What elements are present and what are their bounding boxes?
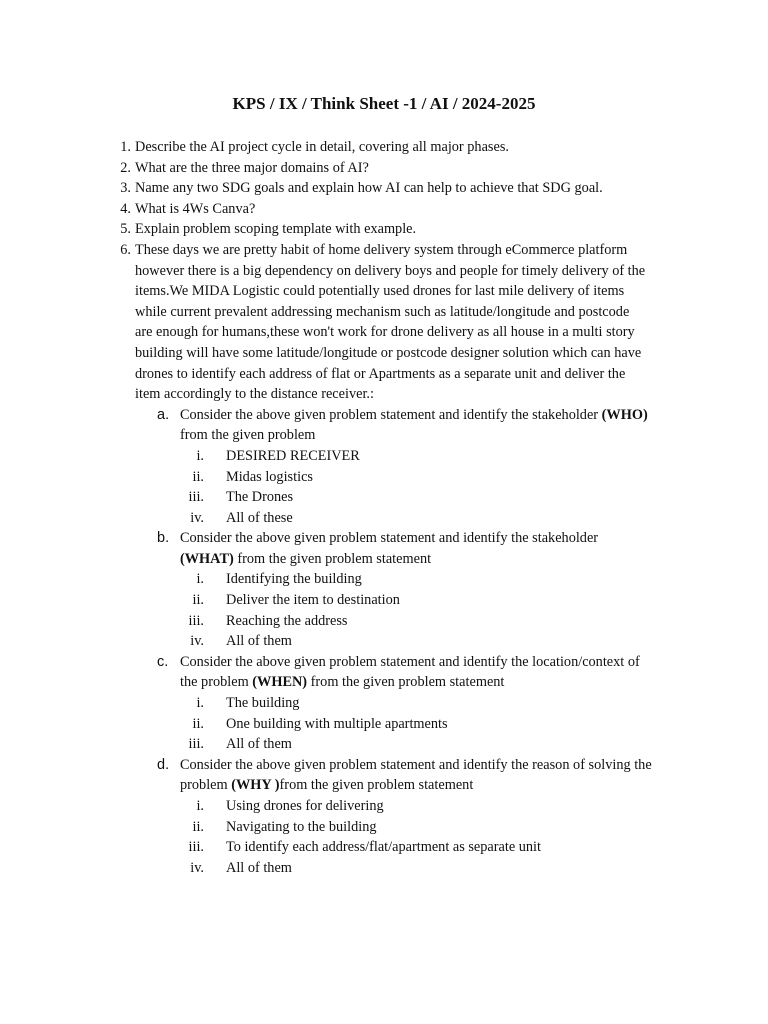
option-item: ii. Deliver the item to destination	[192, 592, 400, 609]
subquestion-text: from the given problem statement	[310, 674, 505, 691]
question-item	[0, 199, 680, 220]
question-item	[0, 219, 680, 240]
question-text-line: These days we are pretty habit of home delivery system through eCommerce platform	[135, 241, 628, 258]
subquestion-text: Consider the above given problem statement and identify the reason of solving the	[180, 756, 652, 773]
option-item: iv. All of them	[190, 859, 292, 876]
subquestion-c	[0, 652, 680, 693]
question-item	[0, 158, 680, 179]
question-text: What are the three major domains of AI?	[135, 159, 369, 176]
keyword-why: (WHY )	[231, 777, 280, 794]
question-text: Explain problem scoping template with example.	[135, 221, 417, 238]
page-title: KPS / IX / Think Sheet -1 / AI / 2024-2025	[232, 94, 536, 113]
subquestion-a	[0, 405, 680, 446]
option-item: i. DESIRED RECEIVER	[196, 447, 360, 464]
question-item	[0, 240, 680, 405]
question-text: Name any two SDG goals and explain how AI can help to achieve that SDG goal.	[135, 180, 603, 197]
question-text: What is 4Ws Canva?	[135, 200, 256, 217]
question-text-line: drones to identify each address of flat or Apartments as a separate unit and deliver the	[135, 365, 626, 382]
subquestion-text: the problem	[180, 674, 249, 691]
question-text: Describe the AI project cycle in detail, covering all major phases.	[135, 139, 509, 155]
option-item: iii. All of them	[188, 736, 292, 753]
option-item: ii. One building with multiple apartments	[192, 715, 448, 732]
option-item: ii. Navigating to the building	[192, 818, 377, 835]
question-number: 3.	[120, 180, 131, 197]
subquestion-marker: c.	[157, 653, 169, 670]
question-number: 4.	[120, 200, 131, 217]
option-item: i. The building	[196, 695, 300, 712]
option-item: iv. All of these	[190, 509, 293, 526]
subquestion-text: Consider the above given problem statement and identify the stakeholder	[180, 530, 599, 547]
question-number: 5.	[120, 221, 131, 238]
question-text-line: while current prevalent addressing mechanism such as latitude/longitude and postcode	[135, 303, 630, 320]
question-number: 1.	[120, 139, 131, 155]
subquestion-b	[0, 528, 680, 569]
option-item: i. Identifying the building	[196, 571, 362, 588]
subquestion-text: problem	[180, 777, 228, 794]
question-text-line: item accordingly to the distance receiver.:	[135, 386, 374, 403]
keyword-who: (WHO)	[601, 406, 648, 423]
question-number: 2.	[120, 159, 131, 176]
keyword-when: (WHEN)	[252, 674, 308, 691]
subquestion-marker: d.	[157, 756, 170, 773]
question-list	[0, 137, 768, 878]
option-item: iv. All of them	[190, 633, 292, 650]
question-item	[0, 137, 680, 158]
option-item: iii. Reaching the address	[188, 612, 348, 629]
subquestion-text: from the given problem statement	[279, 777, 474, 794]
subquestion-d	[0, 755, 680, 796]
question-number: 6.	[120, 241, 131, 258]
question-text-line: are enough for humans,these won't work for drone delivery as all house in a multi story	[135, 324, 635, 341]
question-text-line: items.We MIDA Logistic could potentially used drones for last mile delivery of items	[135, 283, 625, 300]
option-item: i. Using drones for delivering	[196, 798, 384, 814]
subquestion-marker: b.	[157, 530, 170, 547]
option-item: iii. To identify each address/flat/apartment as separate unit	[188, 839, 541, 856]
question-item	[0, 178, 680, 199]
keyword-what: (WHAT)	[180, 550, 234, 567]
subquestion-text: Consider the above given problem statement and identify the stakeholder	[180, 406, 599, 423]
option-item: iii. The Drones	[188, 489, 294, 506]
subquestion-marker: a.	[157, 406, 170, 423]
subquestion-text: Consider the above given problem statement and identify the location/context of	[180, 653, 640, 670]
question-text-line: however there is a big dependency on delivery boys and people for timely delivery of the	[135, 262, 646, 279]
question-text-line: building will have some latitude/longitude or postcode designer solution which can have	[135, 344, 642, 361]
subquestion-text: from the given problem	[180, 427, 316, 444]
option-item: ii. Midas logistics	[192, 468, 313, 485]
subquestion-text: from the given problem statement	[237, 550, 432, 567]
